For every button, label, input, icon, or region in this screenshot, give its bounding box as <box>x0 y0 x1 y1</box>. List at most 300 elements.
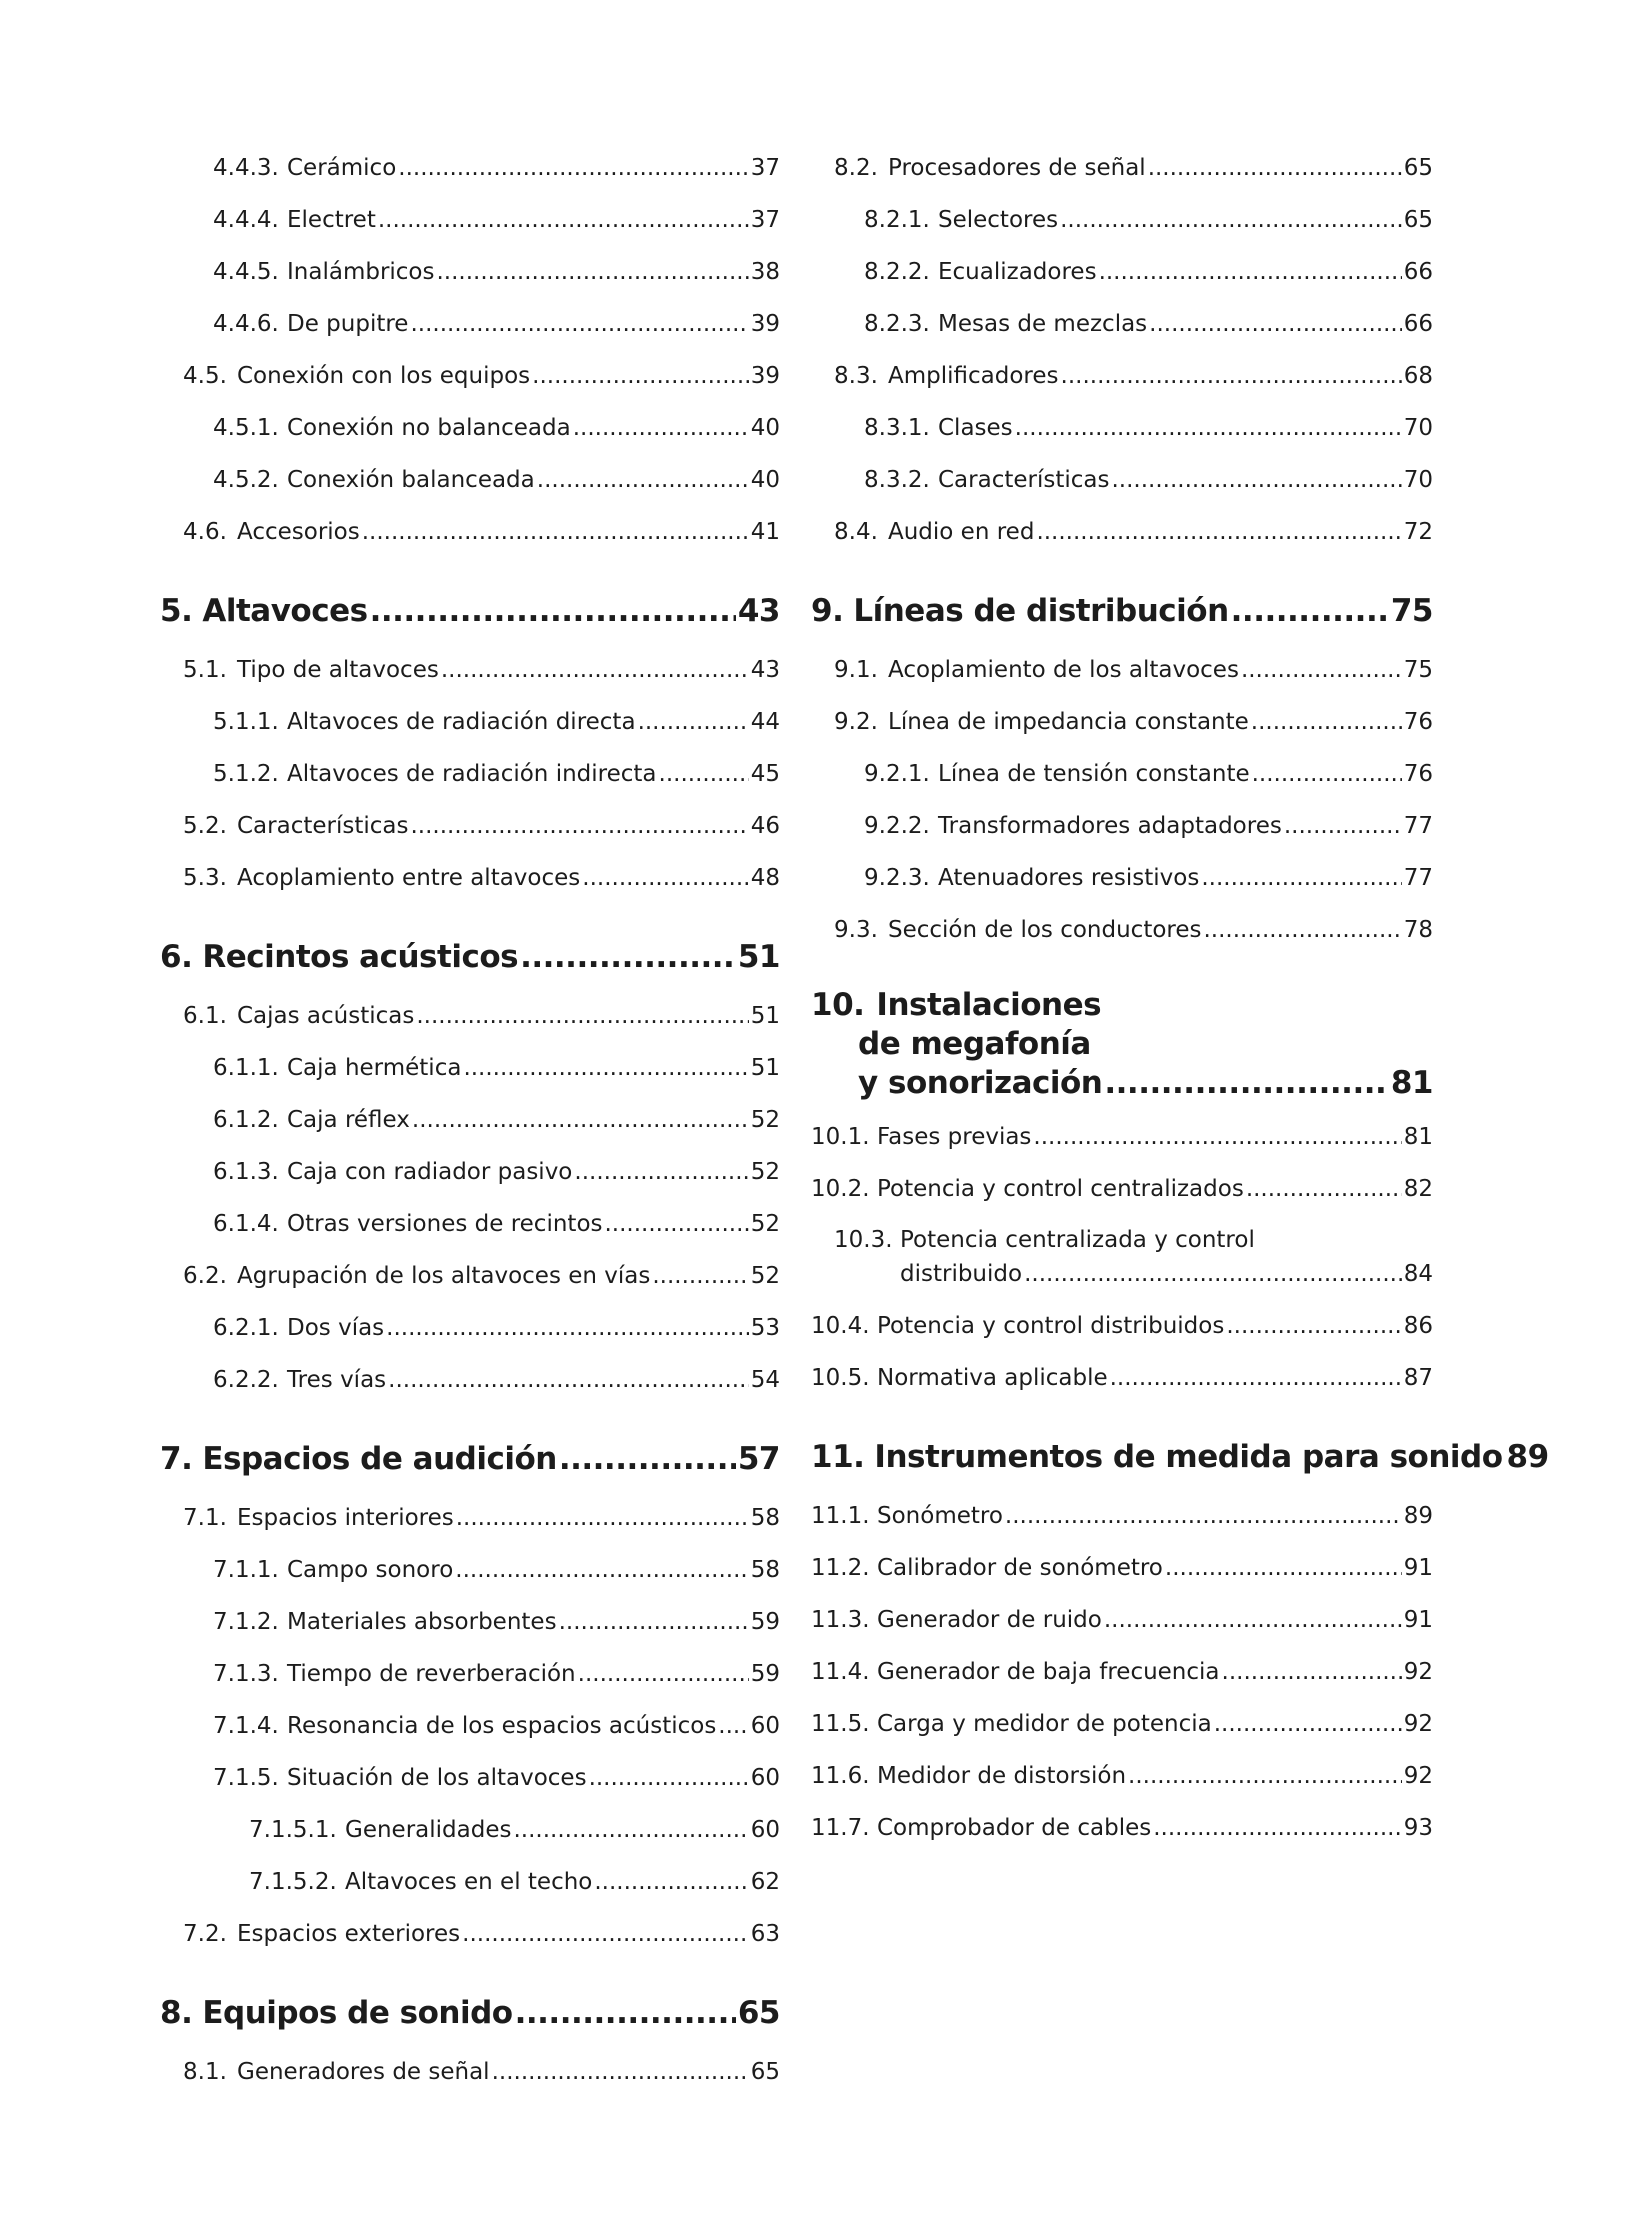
toc-entry[interactable] <box>160 1094 780 1146</box>
toc-entry-title: Potencia y control distribuidos <box>877 1313 1225 1339</box>
toc-entry[interactable] <box>811 506 1433 558</box>
toc-leader-dots <box>462 1908 749 1960</box>
toc-entry-page: 37 <box>750 207 780 233</box>
toc-entry-title: Cajas acústicas <box>237 1003 415 1029</box>
toc-entry-page: 60 <box>750 1713 780 1739</box>
toc-entry-number: 7.1.2. <box>213 1609 279 1635</box>
toc-entry[interactable] <box>811 748 1433 800</box>
toc-entry[interactable] <box>811 1300 1433 1352</box>
toc-entry-title: Fases previas <box>877 1124 1032 1150</box>
toc-leader-dots <box>1060 194 1402 246</box>
toc-right-column <box>811 142 1549 1854</box>
toc-leader-dots <box>492 2046 749 2098</box>
toc-entry-page: 92 <box>1403 1711 1433 1737</box>
toc-entry-title: Generador de ruido <box>877 1607 1102 1633</box>
toc-entry[interactable] <box>811 350 1433 402</box>
toc-entry-number: 5.1. <box>183 657 227 683</box>
toc-entry-page: 48 <box>750 865 780 891</box>
toc-entry-page: 58 <box>750 1557 780 1583</box>
toc-entry-page: 81 <box>1403 1124 1433 1150</box>
toc-entry[interactable] <box>811 246 1433 298</box>
toc-leader-dots <box>1214 1698 1402 1750</box>
toc-leader-dots <box>1148 142 1402 194</box>
toc-entry-line <box>834 1223 1433 1257</box>
toc-entry-title: Características <box>237 813 409 839</box>
toc-entry-title: Generalidades <box>345 1817 512 1843</box>
toc-leader-dots <box>659 748 749 800</box>
toc-entry[interactable] <box>811 1215 1433 1300</box>
toc-entry-title: Altavoces de radiación directa <box>287 709 636 735</box>
toc-chapter[interactable] <box>160 1436 780 1482</box>
toc-entry-number: 4.6. <box>183 519 227 545</box>
toc-leader-dots <box>1005 1490 1402 1542</box>
toc-entry[interactable] <box>160 2046 780 2098</box>
toc-entry[interactable] <box>160 1250 780 1302</box>
toc-chapter-number: 9. <box>811 593 844 629</box>
toc-entry-number: 9.3. <box>834 917 878 943</box>
toc-chapter-title: Altavoces <box>202 593 368 629</box>
toc-entry-page: 89 <box>1403 1503 1433 1529</box>
toc-leader-dots <box>1204 904 1402 956</box>
toc-entry-title: Generadores de señal <box>237 2059 490 2085</box>
toc-entry-number: 8.3.2. <box>864 467 930 493</box>
toc-entry[interactable] <box>160 1908 780 1960</box>
toc-entry[interactable] <box>811 1802 1433 1854</box>
toc-entry[interactable] <box>811 402 1433 454</box>
toc-entry-title: Generador de baja frecuencia <box>877 1659 1220 1685</box>
toc-entry-number: 6.1.2. <box>213 1107 279 1133</box>
toc-entry-page: 63 <box>750 1921 780 1947</box>
toc-entry-title: Caja con radiador pasivo <box>287 1159 573 1185</box>
toc-leader-dots <box>456 1492 749 1544</box>
toc-entry-number: 5.2. <box>183 813 227 839</box>
toc-entry[interactable] <box>160 1042 780 1094</box>
toc-leader-dots <box>398 142 748 194</box>
toc-leader-dots <box>410 298 748 350</box>
toc-entry-title: Tres vías <box>287 1367 387 1393</box>
toc-entry-number: 10.4. <box>811 1313 870 1339</box>
toc-entry-page: 92 <box>1403 1659 1433 1685</box>
toc-entry-number: 9.2.1. <box>864 761 930 787</box>
toc-entry-number: 7.1.4. <box>213 1713 279 1739</box>
toc-leader-dots <box>513 1804 748 1856</box>
toc-chapter-title: Instrumentos de medida para sonido <box>874 1439 1503 1475</box>
toc-entry[interactable] <box>811 852 1433 904</box>
toc-entry-title: Clases <box>938 415 1013 441</box>
toc-leader-dots <box>1246 1163 1402 1215</box>
toc-entry-page: 87 <box>1403 1365 1433 1391</box>
toc-entry-title: Sección de los conductores <box>888 917 1202 943</box>
toc-entry-page: 93 <box>1403 1815 1433 1841</box>
toc-entry-title: Altavoces en el techo <box>345 1869 593 1895</box>
toc-entry-page: 53 <box>750 1315 780 1341</box>
toc-entry-page: 91 <box>1403 1607 1433 1633</box>
toc-entry-number: 7.1. <box>183 1505 227 1531</box>
toc-leader-dots <box>1252 748 1402 800</box>
toc-entry-title: Inalámbricos <box>287 259 435 285</box>
toc-entry-page: 70 <box>1403 467 1433 493</box>
toc-entry[interactable] <box>160 1198 780 1250</box>
toc-entry[interactable] <box>160 1354 780 1406</box>
toc-entry-number: 10.2. <box>811 1176 870 1202</box>
toc-entry[interactable] <box>160 1752 780 1804</box>
toc-entry-title: Sonómetro <box>877 1503 1003 1529</box>
toc-leader-dots <box>718 1700 748 1752</box>
toc-entry-number: 9.1. <box>834 657 878 683</box>
toc-entry[interactable] <box>160 246 780 298</box>
toc-entry-page: 46 <box>750 813 780 839</box>
toc-entry-page: 43 <box>750 657 780 683</box>
toc-entry-page: 38 <box>750 259 780 285</box>
toc-entry-title: Resonancia de los espacios acústicos <box>287 1713 717 1739</box>
toc-entry-page: 52 <box>750 1159 780 1185</box>
toc-entry[interactable] <box>160 644 780 696</box>
toc-entry-title: Características <box>938 467 1110 493</box>
toc-entry-title: Altavoces de radiación indirecta <box>287 761 657 787</box>
toc-entry-number: 4.4.6. <box>213 311 279 337</box>
toc-leader-dots <box>1104 1064 1388 1103</box>
toc-chapter-title: Equipos de sonido <box>202 1995 513 2031</box>
toc-entry-page: 76 <box>1403 709 1433 735</box>
toc-leader-dots <box>589 1752 749 1804</box>
toc-entry-page: 82 <box>1403 1176 1433 1202</box>
toc-entry-page: 60 <box>750 1817 780 1843</box>
toc-leader-dots <box>559 1596 749 1648</box>
toc-leader-dots <box>1061 350 1402 402</box>
toc-chapter[interactable] <box>160 934 780 980</box>
toc-entry-title: Amplificadores <box>888 363 1059 389</box>
toc-leader-dots <box>1036 506 1401 558</box>
toc-entry-number: 11.6. <box>811 1763 870 1789</box>
toc-entry[interactable] <box>811 1542 1433 1594</box>
toc-entry-page: 39 <box>750 311 780 337</box>
toc-entry-number: 10.3. <box>834 1227 893 1253</box>
toc-entry-page: 65 <box>1403 155 1433 181</box>
toc-chapter-title: Espacios de audición <box>202 1441 557 1477</box>
toc-entry-number: 11.1. <box>811 1503 870 1529</box>
toc-entry[interactable] <box>160 402 780 454</box>
toc-entry-title: Accesorios <box>237 519 360 545</box>
toc-leader-dots <box>1110 1352 1402 1404</box>
toc-entry-page: 70 <box>1403 415 1433 441</box>
toc-entry[interactable] <box>160 1596 780 1648</box>
toc-entry-number: 6.1.4. <box>213 1211 279 1237</box>
toc-left-column <box>160 142 780 2098</box>
toc-leader-dots <box>537 454 749 506</box>
toc-entry[interactable] <box>811 194 1433 246</box>
toc-entry-page: 58 <box>750 1505 780 1531</box>
toc-entry-title: Selectores <box>938 207 1059 233</box>
toc-entry[interactable] <box>160 696 780 748</box>
toc-leader-dots <box>1111 454 1401 506</box>
toc-leader-dots <box>386 1302 749 1354</box>
toc-leader-dots <box>1201 852 1401 904</box>
toc-entry[interactable] <box>811 142 1433 194</box>
toc-entry-page: 92 <box>1403 1763 1433 1789</box>
toc-entry-number: 6.1.1. <box>213 1055 279 1081</box>
toc-entry[interactable] <box>811 1594 1433 1646</box>
toc-entry-title: De pupitre <box>287 311 409 337</box>
toc-entry-number: 8.2.3. <box>864 311 930 337</box>
toc-entry[interactable] <box>811 1111 1433 1163</box>
toc-entry-title: Dos vías <box>287 1315 385 1341</box>
toc-leader-dots <box>594 1856 748 1908</box>
toc-entry[interactable] <box>160 1302 780 1354</box>
toc-entry-number: 4.4.3. <box>213 155 279 181</box>
toc-leader-dots <box>416 990 748 1042</box>
toc-entry-number: 7.1.5. <box>213 1765 279 1791</box>
toc-entry-number: 5.1.1. <box>213 709 279 735</box>
toc-leader-dots <box>573 402 749 454</box>
toc-leader-dots <box>378 194 749 246</box>
toc-chapter-page: 51 <box>737 939 780 975</box>
toc-entry-title: Acoplamiento entre altavoces <box>237 865 581 891</box>
toc-entry-number: 11.7. <box>811 1815 870 1841</box>
toc-entry-page: 45 <box>750 761 780 787</box>
toc-entry[interactable] <box>811 1646 1433 1698</box>
toc-chapter-line <box>811 1025 1433 1064</box>
toc-leader-dots <box>559 1436 736 1482</box>
toc-chapter-number: 5. <box>160 593 193 629</box>
toc-entry-title: Audio en red <box>888 519 1035 545</box>
toc-entry[interactable] <box>811 800 1433 852</box>
toc-entry-page: 91 <box>1403 1555 1433 1581</box>
toc-entry[interactable] <box>160 350 780 402</box>
toc-entry-page: 72 <box>1403 519 1433 545</box>
toc-entry-title: Conexión con los equipos <box>237 363 531 389</box>
toc-entry-page: 40 <box>750 415 780 441</box>
toc-chapter-title: y sonorización <box>858 1065 1103 1101</box>
toc-entry-number: 8.1. <box>183 2059 227 2085</box>
toc-entry[interactable] <box>160 1804 780 1856</box>
toc-chapter[interactable] <box>160 588 780 634</box>
toc-entry-page: 59 <box>750 1661 780 1687</box>
toc-entry-number: 8.3. <box>834 363 878 389</box>
toc-entry-page: 52 <box>750 1211 780 1237</box>
toc-entry-title: Materiales absorbentes <box>287 1609 557 1635</box>
toc-entry-number: 4.4.5. <box>213 259 279 285</box>
toc-entry-page: 62 <box>750 1869 780 1895</box>
toc-leader-dots <box>437 246 749 298</box>
toc-entry-number: 10.5. <box>811 1365 870 1391</box>
toc-chapter-page: 89 <box>1506 1439 1549 1475</box>
toc-entry[interactable] <box>160 990 780 1042</box>
toc-entry-number: 6.1.3. <box>213 1159 279 1185</box>
toc-chapter[interactable] <box>811 588 1433 634</box>
toc-leader-dots <box>412 1094 749 1146</box>
toc-entry-number: 6.2. <box>183 1263 227 1289</box>
toc-entry-page: 75 <box>1403 657 1433 683</box>
toc-entry-page: 44 <box>750 709 780 735</box>
toc-entry-number: 8.3.1. <box>864 415 930 441</box>
toc-chapter-page: 75 <box>1390 593 1433 629</box>
toc-entry-page: 76 <box>1403 761 1433 787</box>
toc-entry-title: Ecualizadores <box>938 259 1097 285</box>
toc-leader-dots <box>1033 1111 1401 1163</box>
toc-entry-title: Tipo de altavoces <box>237 657 439 683</box>
toc-entry[interactable] <box>160 194 780 246</box>
toc-chapter[interactable] <box>811 1434 1549 1480</box>
toc-entry[interactable] <box>160 1492 780 1544</box>
toc-leader-dots <box>463 1042 748 1094</box>
toc-entry-number: 9.2.2. <box>864 813 930 839</box>
toc-leader-dots <box>1104 1594 1402 1646</box>
toc-chapter-page: 65 <box>737 1995 780 2031</box>
toc-entry-number: 7.1.5.2. <box>249 1869 337 1895</box>
toc-entry-page: 51 <box>750 1055 780 1081</box>
toc-leader-dots <box>1165 1542 1402 1594</box>
toc-entry-title: Agrupación de los altavoces en vías <box>237 1263 651 1289</box>
toc-entry[interactable] <box>811 1698 1433 1750</box>
toc-entry-title: Línea de impedancia constante <box>888 709 1249 735</box>
toc-leader-dots <box>578 1648 749 1700</box>
toc-entry[interactable] <box>160 506 780 558</box>
toc-entry-page: 52 <box>750 1107 780 1133</box>
toc-entry[interactable] <box>160 1700 780 1752</box>
toc-entry-title: Cerámico <box>287 155 397 181</box>
toc-leader-dots <box>362 506 749 558</box>
toc-entry-title: Caja réflex <box>287 1107 410 1133</box>
toc-entry[interactable] <box>811 454 1433 506</box>
toc-leader-dots <box>532 350 749 402</box>
toc-chapter-title: Recintos acústicos <box>202 939 519 975</box>
toc-entry-page: 59 <box>750 1609 780 1635</box>
toc-entry-page: 66 <box>1403 259 1433 285</box>
toc-entry[interactable] <box>160 1544 780 1596</box>
toc-leader-dots <box>515 1990 736 2036</box>
toc-entry-title: Calibrador de sonómetro <box>877 1555 1163 1581</box>
toc-entry[interactable] <box>160 142 780 194</box>
toc-entry-title: Campo sonoro <box>287 1557 454 1583</box>
toc-entry-title: Caja hermética <box>287 1055 462 1081</box>
toc-entry[interactable] <box>811 696 1433 748</box>
toc-entry-number: 11.3. <box>811 1607 870 1633</box>
toc-entry-title: Potencia y control centralizados <box>877 1176 1244 1202</box>
toc-entry-number: 5.3. <box>183 865 227 891</box>
toc-leader-dots <box>1128 1750 1402 1802</box>
toc-chapter[interactable] <box>811 986 1433 1103</box>
toc-leader-dots <box>370 588 736 634</box>
toc-entry-title: Electret <box>287 207 376 233</box>
toc-chapter-page: 57 <box>737 1441 780 1477</box>
toc-entry-number: 8.2.1. <box>864 207 930 233</box>
toc-entry[interactable] <box>811 1750 1433 1802</box>
toc-leader-dots <box>1149 298 1402 350</box>
toc-entry-number: 6.2.2. <box>213 1367 279 1393</box>
toc-entry[interactable] <box>811 1352 1433 1404</box>
toc-entry-number: 4.5. <box>183 363 227 389</box>
toc-entry-number: 8.2.2. <box>864 259 930 285</box>
toc-entry-page: 60 <box>750 1765 780 1791</box>
toc-entry-number: 11.4. <box>811 1659 870 1685</box>
toc-chapter-line <box>811 986 1433 1025</box>
toc-entry-page: 84 <box>1403 1261 1433 1287</box>
toc-entry-number: 4.4.4. <box>213 207 279 233</box>
toc-entry[interactable] <box>811 1490 1433 1542</box>
toc-leader-dots <box>455 1544 748 1596</box>
toc-entry-number: 7.2. <box>183 1921 227 1947</box>
toc-entry-number: 7.1.3. <box>213 1661 279 1687</box>
toc-entry[interactable] <box>160 1648 780 1700</box>
toc-entry-title: Tiempo de reverberación <box>287 1661 576 1687</box>
toc-leader-dots <box>638 696 749 748</box>
toc-chapter[interactable] <box>160 1990 780 2036</box>
toc-chapter-line <box>811 1064 1433 1103</box>
toc-entry-page: 86 <box>1403 1313 1433 1339</box>
toc-leader-dots <box>1226 1300 1401 1352</box>
toc-chapter-number: 6. <box>160 939 193 975</box>
toc-leader-dots <box>1153 1802 1402 1854</box>
toc-entry[interactable] <box>160 1146 780 1198</box>
toc-entry-title: Otras versiones de recintos <box>287 1211 603 1237</box>
toc-chapter-page: 81 <box>1390 1065 1433 1101</box>
toc-chapter-title: de megafonía <box>858 1026 1091 1062</box>
toc-entry-number: 11.2. <box>811 1555 870 1581</box>
toc-entry-page: 51 <box>750 1003 780 1029</box>
toc-entry-title: Acoplamiento de los altavoces <box>888 657 1239 683</box>
toc-entry-page: 52 <box>750 1263 780 1289</box>
toc-entry-number: 6.2.1. <box>213 1315 279 1341</box>
toc-entry-page: 65 <box>1403 207 1433 233</box>
toc-leader-dots <box>388 1354 749 1406</box>
toc-entry-number: 6.1. <box>183 1003 227 1029</box>
toc-entry-number: 7.1.5.1. <box>249 1817 337 1843</box>
toc-entry-title: Potencia centralizada y control <box>900 1227 1255 1253</box>
toc-entry-title: Atenuadores resistivos <box>938 865 1200 891</box>
toc-entry[interactable] <box>811 1163 1433 1215</box>
toc-entry-number: 11.5. <box>811 1711 870 1737</box>
toc-entry-title: Medidor de distorsión <box>877 1763 1127 1789</box>
toc-entry[interactable] <box>160 298 780 350</box>
toc-entry[interactable] <box>160 748 780 800</box>
toc-entry-title: Espacios interiores <box>237 1505 454 1531</box>
toc-leader-dots <box>652 1250 748 1302</box>
toc-entry[interactable] <box>160 852 780 904</box>
toc-entry[interactable] <box>160 1856 780 1908</box>
toc-entry[interactable] <box>160 800 780 852</box>
toc-entry-page: 40 <box>750 467 780 493</box>
toc-entry-title: Comprobador de cables <box>877 1815 1152 1841</box>
toc-leader-dots <box>410 800 748 852</box>
toc-entry-page: 65 <box>750 2059 780 2085</box>
toc-entry-title: Espacios exteriores <box>237 1921 461 1947</box>
toc-entry-title: Procesadores de señal <box>888 155 1146 181</box>
toc-entry-title: Transformadores adaptadores <box>938 813 1282 839</box>
toc-leader-dots <box>441 644 749 696</box>
toc-entry-number: 9.2.3. <box>864 865 930 891</box>
toc-entry-title: Conexión balanceada <box>287 467 535 493</box>
toc-entry-title: Línea de tensión constante <box>938 761 1250 787</box>
toc-entry-title: distribuido <box>900 1261 1023 1287</box>
toc-entry-title: Situación de los altavoces <box>287 1765 587 1791</box>
toc-chapter-title: Instalaciones <box>876 987 1102 1023</box>
toc-entry-page: 68 <box>1403 363 1433 389</box>
toc-entry[interactable] <box>811 298 1433 350</box>
toc-entry-number: 8.2. <box>834 155 878 181</box>
toc-entry[interactable] <box>811 644 1433 696</box>
toc-entry[interactable] <box>160 454 780 506</box>
toc-entry-page: 78 <box>1403 917 1433 943</box>
toc-entry-page: 41 <box>750 519 780 545</box>
toc-entry-page: 39 <box>750 363 780 389</box>
toc-leader-dots <box>1024 1257 1402 1291</box>
toc-leader-dots <box>520 934 736 980</box>
toc-entry-number: 8.4. <box>834 519 878 545</box>
toc-entry-page: 54 <box>750 1367 780 1393</box>
toc-entry[interactable] <box>811 904 1433 956</box>
toc-entry-number: 4.5.1. <box>213 415 279 441</box>
toc-leader-dots <box>1284 800 1402 852</box>
